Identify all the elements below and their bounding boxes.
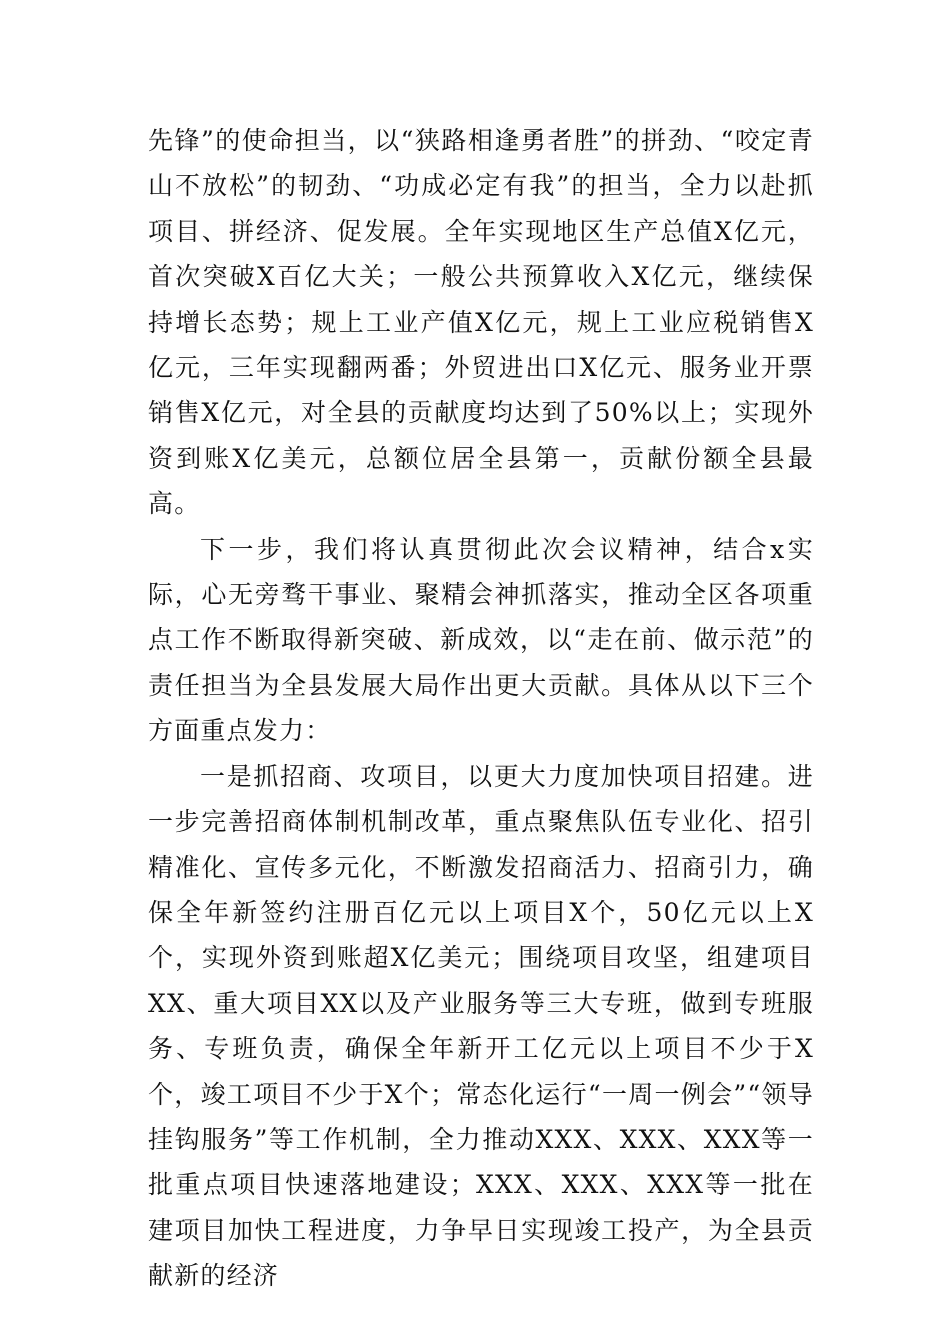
paragraph-3: 一是抓招商、攻项目，以更大力度加快项目招建。进一步完善招商体制机制改革，重点聚焦队伍专业化、招引精准化、宣传多元化，不断激发招商活力、招商引力，确保全年新签约注册百亿元以上项目X个，50亿元以上X个，实现外资到账超X亿美元；围绕项目攻坚，组建项目XX、重大项目XX以及产业服务等三大专班，做到专班服务、专班负责，确保全年新开工亿元以上项目不少于X个，竣工项目不少于X个；常态化运行“一周一例会”“领导挂钩服务”等工作机制，全力推动XXX、XXX、XXX等一批重点项目快速落地建设；XXX、XXX、XXX等一批在建项目加快工程进度，力争早日实现竣工投产，为全县贡献新的经济: [148, 761, 814, 1291]
document-body: [148, 118, 814, 1299]
paragraph-1: 先锋”的使命担当，以“狭路相逢勇者胜”的拼劲、“咬定青山不放松”的韧劲、“功成必定有我”的担当，全力以赴抓项目、拼经济、促发展。全年实现地区生产总值X亿元，首次突破X百亿大关；一般公共预算收入X亿元，继续保持增长态势；规上工业产值X亿元，规上工业应税销售X亿元，三年实现翻两番；外贸进出口X亿元、服务业开票销售X亿元，对全县的贡献度均达到了50%以上；实现外资到账X亿美元，总额位居全县第一，贡献份额全县最高。: [148, 126, 814, 519]
paragraph-2: 下一步，我们将认真贯彻此次会议精神，结合x实际，心无旁骛干事业、聚精会神抓落实，推动全区各项重点工作不断取得新突破、新成效，以“走在前、做示范”的责任担当为全县发展大局作出更大贡献。具体从以下三个方面重点发力：: [148, 534, 814, 746]
